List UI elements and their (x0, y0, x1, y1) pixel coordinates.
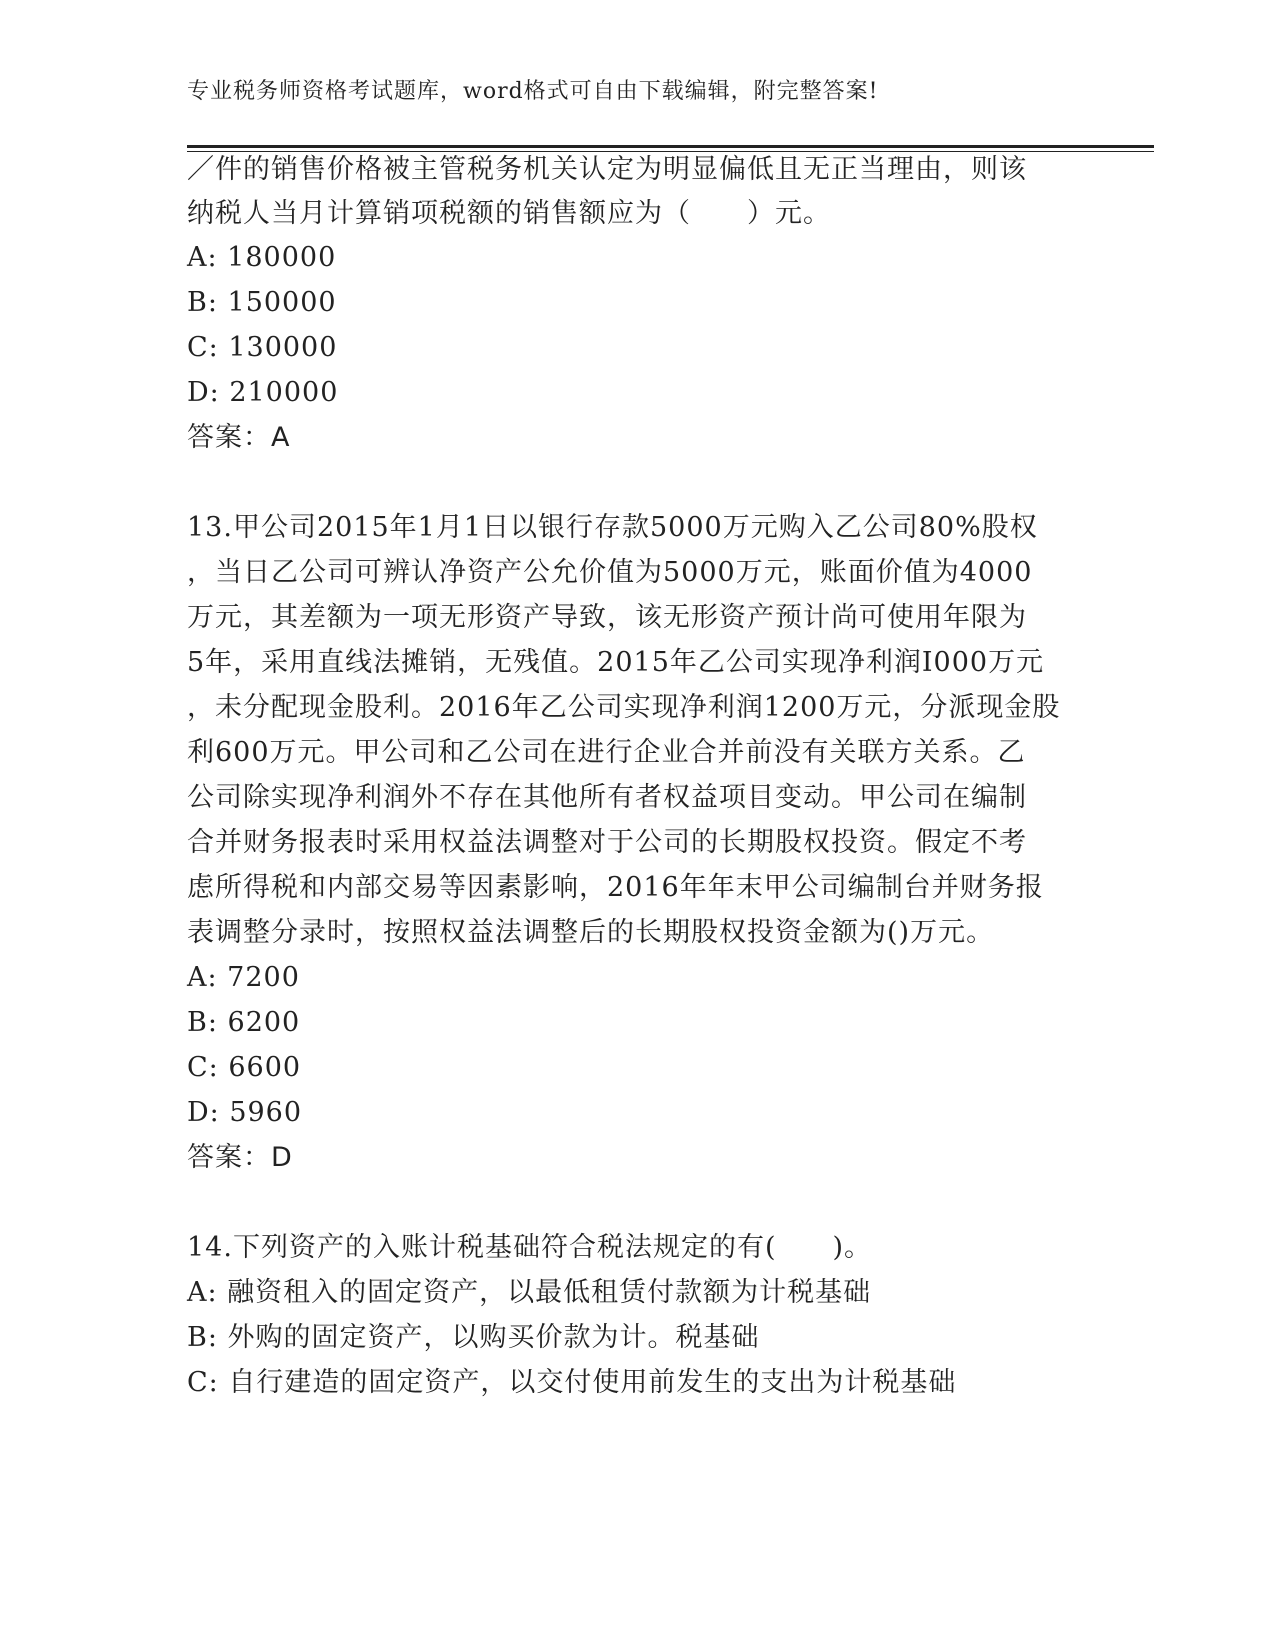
q14-option-a: A: 融资租入的固定资产，以最低租赁付款额为计税基础 (187, 1277, 872, 1308)
q12-option-d: D: 210000 (187, 377, 339, 408)
q13-answer (187, 1140, 293, 1176)
q13-option-c: C: 6600 (187, 1052, 302, 1083)
q12-option-b: B: 150000 (187, 287, 337, 318)
q13-text-line: ，未分配现金股利。2016年乙公司实现净利润1200万元，分派现金股 (187, 692, 1061, 723)
q13-option-b: B: 6200 (187, 1007, 301, 1038)
page-header: 专业税务师资格考试题库，word格式可自由下载编辑，附完整答案! (187, 79, 879, 104)
q13-text-line: 公司除实现净利润外不存在其他所有者权益项目变动。甲公司在编制 (187, 782, 1027, 813)
q12-text-line: ／件的销售价格被主管税务机关认定为明显偏低且无正当理由，则该 (187, 154, 1027, 185)
q13-text-line: 虑所得税和内部交易等因素影响，2016年年末甲公司编制台并财务报 (187, 872, 1044, 903)
q14-option-c: C: 自行建造的固定资产，以交付使用前发生的支出为计税基础 (187, 1367, 957, 1398)
q13-text-line: ，当日乙公司可辨认净资产公允价值为5000万元，账面价值为4000 (187, 557, 1033, 588)
q14-text-line: 14.下列资产的入账计税基础符合税法规定的有( )。 (187, 1232, 873, 1263)
q13-text-line: 13.甲公司2015年1月1日以银行存款5000万元购入乙公司80%股权 (187, 512, 1038, 543)
q12-option-c: C: 130000 (187, 332, 338, 363)
q13-option-d: D: 5960 (187, 1097, 303, 1128)
q13-text-line: 万元，其差额为一项无形资产导致，该无形资产预计尚可使用年限为 (187, 602, 1027, 633)
answer-value: D (271, 1142, 293, 1173)
q13-text-line: 利600万元。甲公司和乙公司在进行企业合并前没有关联方关系。乙 (187, 737, 1026, 768)
header-rule-thick (187, 145, 1154, 148)
q12-answer (187, 420, 290, 456)
answer-value: A (271, 422, 291, 453)
answer-label: 答案： (187, 1142, 271, 1173)
q12-text-line: 纳税人当月计算销项税额的销售额应为（ ）元。 (187, 198, 831, 229)
q14-option-b: B: 外购的固定资产，以购买价款为计。税基础 (187, 1322, 760, 1353)
q13-text-line: 5年，采用直线法摊销，无残值。2015年乙公司实现净利润I000万元 (187, 647, 1045, 678)
q13-option-a: A: 7200 (187, 962, 300, 993)
q13-text-line: 合并财务报表时采用权益法调整对于公司的长期股权投资。假定不考 (187, 827, 1027, 858)
q13-text-line: 表调整分录时，按照权益法调整后的长期股权投资金额为()万元。 (187, 917, 995, 948)
answer-label: 答案： (187, 422, 271, 453)
q12-option-a: A: 180000 (187, 242, 337, 273)
